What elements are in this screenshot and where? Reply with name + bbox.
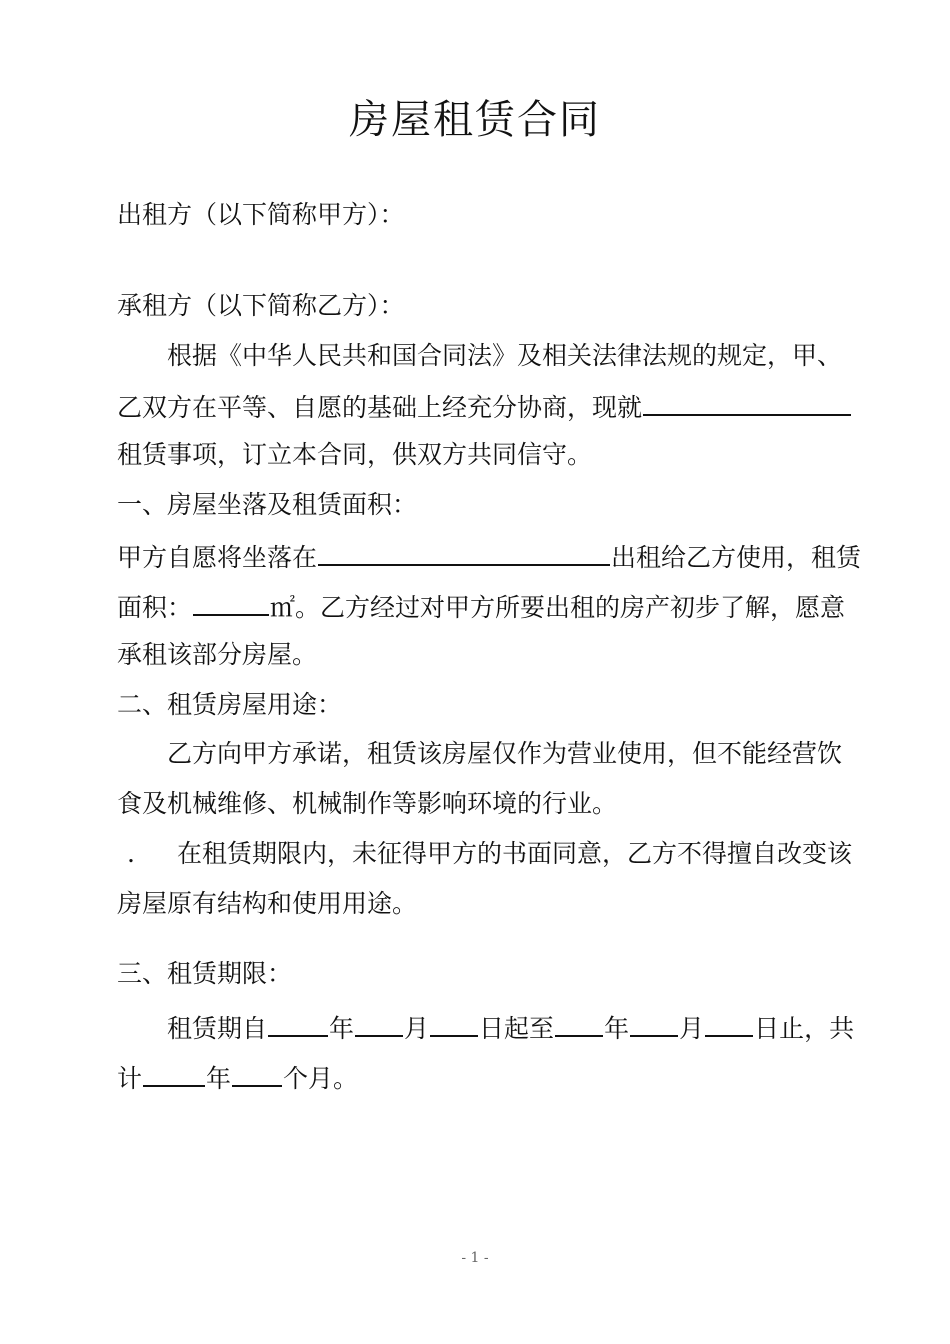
- end-month-blank[interactable]: [630, 1009, 678, 1037]
- location-blank[interactable]: [318, 538, 610, 566]
- total-years-label: 年: [206, 1064, 232, 1093]
- location-label: 甲方自愿将坐落在: [117, 543, 318, 572]
- section-2-para-1-line-2: 食及机械维修、机械制作等影响环境的行业。: [117, 789, 618, 818]
- section-1-line-1: [117, 538, 861, 575]
- start-month-blank[interactable]: [355, 1009, 403, 1037]
- section-2-para-1-line-1: 乙方向甲方承诺，租赁该房屋仅作为营业使用，但不能经营饮: [167, 739, 843, 768]
- total-months-blank[interactable]: [232, 1059, 282, 1087]
- area-unit-text: ㎡。乙方经过对甲方所要出租的房产初步了解，愿意: [270, 593, 846, 622]
- section-1-line-3: 承租该部分房屋。: [117, 640, 318, 669]
- total-label: 计: [117, 1064, 143, 1093]
- end-month-label: 月: [679, 1014, 705, 1043]
- end-year-label: 年: [604, 1014, 630, 1043]
- bullet-marker: .: [127, 839, 135, 868]
- section-3-line-2: [117, 1059, 358, 1096]
- lessor-label: 出租方（以下简称甲方）：: [117, 200, 405, 229]
- preamble-line-2-text: 乙双方在平等、自愿的基础上经充分协商，现就: [117, 393, 643, 422]
- subject-blank[interactable]: [643, 388, 851, 416]
- preamble-line-2: [117, 388, 852, 425]
- lessee-label: 承租方（以下简称乙方）：: [117, 291, 405, 320]
- section-2-para-2-line-1: [117, 837, 852, 871]
- months-suffix-label: 个月。: [283, 1064, 359, 1093]
- section-3-line-1: [167, 1009, 854, 1046]
- end-year-blank[interactable]: [555, 1009, 603, 1037]
- page-number: - 1 -: [461, 1250, 489, 1266]
- area-label: 面积：: [117, 593, 193, 622]
- section-2-heading: 二、租赁房屋用途：: [117, 690, 343, 719]
- preamble-line-1: 根据《中华人民共和国合同法》及相关法律法规的规定，甲、: [167, 341, 843, 370]
- preamble-line-3: 租赁事项，订立本合同，供双方共同信守。: [117, 440, 593, 469]
- section-2-para-2-text: 在租赁期限内，未征得甲方的书面同意，乙方不得擅自改变该: [177, 839, 853, 868]
- start-year-label: 年: [329, 1014, 355, 1043]
- section-2-para-2-line-2: 房屋原有结构和使用用途。: [117, 889, 418, 918]
- lease-to-lessee-text: 出租给乙方使用，租赁: [611, 543, 862, 572]
- section-1-line-2: [117, 588, 845, 625]
- period-start-label: 租赁期自: [167, 1014, 268, 1043]
- end-day-blank[interactable]: [705, 1009, 753, 1037]
- start-month-label: 月: [404, 1014, 430, 1043]
- document-title: 房屋租赁合同: [349, 97, 601, 143]
- start-year-blank[interactable]: [268, 1009, 328, 1037]
- day-from-label: 日起至: [479, 1014, 555, 1043]
- section-1-heading: 一、房屋坐落及租赁面积：: [117, 490, 418, 519]
- total-years-blank[interactable]: [143, 1059, 205, 1087]
- area-blank[interactable]: [193, 588, 269, 616]
- day-to-label: 日止，共: [754, 1014, 855, 1043]
- start-day-blank[interactable]: [430, 1009, 478, 1037]
- section-3-heading: 三、租赁期限：: [117, 959, 293, 988]
